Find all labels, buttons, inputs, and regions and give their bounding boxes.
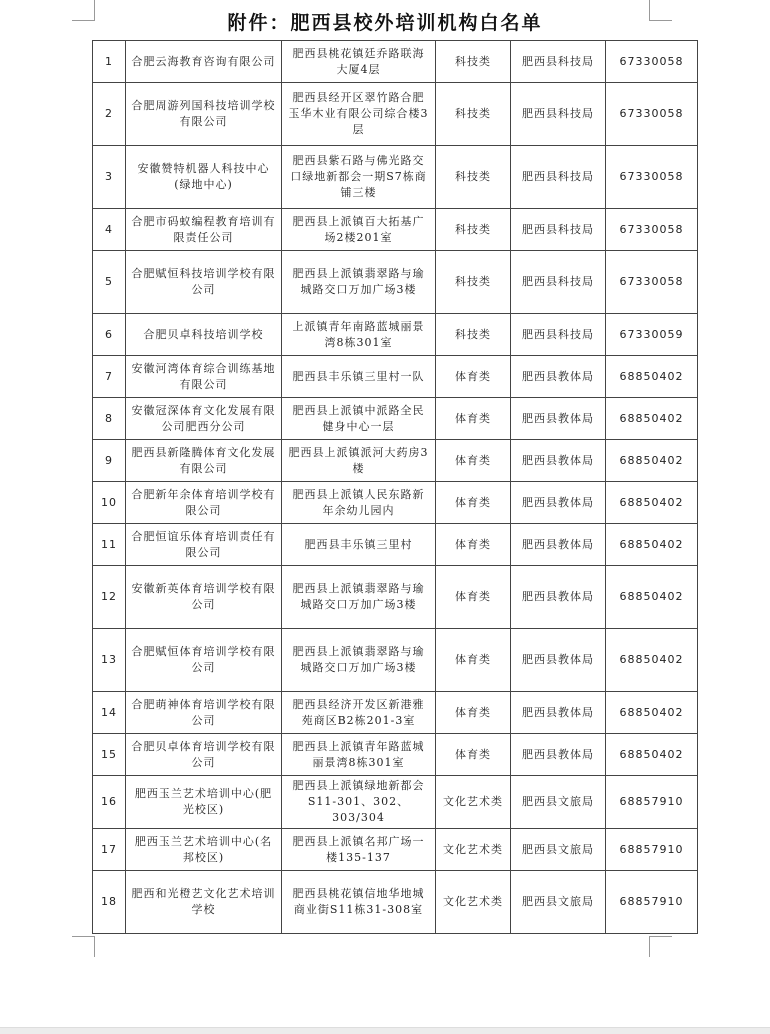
institution-address: 肥西县上派镇人民东路新年余幼儿园内 [282, 482, 436, 524]
supervising-authority: 肥西县科技局 [511, 146, 606, 209]
row-number: 14 [93, 692, 126, 734]
institution-address: 肥西县丰乐镇三里村一队 [282, 356, 436, 398]
contact-phone: 68857910 [606, 829, 698, 871]
institution-address: 肥西县上派镇翡翠路与瑜城路交口万加广场3楼 [282, 566, 436, 629]
institution-address: 肥西县丰乐镇三里村 [282, 524, 436, 566]
institution-name: 合肥云海教育咨询有限公司 [126, 41, 282, 83]
table-row [93, 209, 698, 251]
table-row [93, 251, 698, 314]
category: 科技类 [436, 314, 511, 356]
institution-name: 合肥周游列国科技培训学校有限公司 [126, 83, 282, 146]
category: 体育类 [436, 629, 511, 692]
institution-name: 肥西玉兰艺术培训中心(名邦校区) [126, 829, 282, 871]
row-number: 2 [93, 83, 126, 146]
table-row [93, 146, 698, 209]
institution-address: 肥西县上派镇翡翠路与瑜城路交口万加广场3楼 [282, 251, 436, 314]
contact-phone: 68850402 [606, 566, 698, 629]
table-row [93, 566, 698, 629]
contact-phone: 67330058 [606, 83, 698, 146]
institution-name: 合肥赋恒体育培训学校有限公司 [126, 629, 282, 692]
table-row [93, 41, 698, 83]
supervising-authority: 肥西县教体局 [511, 566, 606, 629]
supervising-authority: 肥西县教体局 [511, 524, 606, 566]
contact-phone: 68850402 [606, 692, 698, 734]
row-number: 6 [93, 314, 126, 356]
institution-address: 肥西县紫石路与佛光路交口绿地新都会一期S7栋商铺三楼 [282, 146, 436, 209]
contact-phone: 67330059 [606, 314, 698, 356]
supervising-authority: 肥西县文旅局 [511, 776, 606, 829]
institution-name: 安徽冠深体育文化发展有限公司肥西分公司 [126, 398, 282, 440]
institution-name: 合肥恒谊乐体育培训责任有限公司 [126, 524, 282, 566]
contact-phone: 67330058 [606, 146, 698, 209]
row-number: 4 [93, 209, 126, 251]
category: 科技类 [436, 209, 511, 251]
row-number: 1 [93, 41, 126, 83]
table-row [93, 398, 698, 440]
row-number: 16 [93, 776, 126, 829]
contact-phone: 68850402 [606, 440, 698, 482]
contact-phone: 67330058 [606, 251, 698, 314]
supervising-authority: 肥西县教体局 [511, 692, 606, 734]
supervising-authority: 肥西县教体局 [511, 440, 606, 482]
table-row [93, 524, 698, 566]
category: 科技类 [436, 83, 511, 146]
whitelist-table [92, 40, 698, 934]
contact-phone: 68857910 [606, 776, 698, 829]
institution-name: 肥西县新隆腾体育文化发展有限公司 [126, 440, 282, 482]
institution-name: 合肥市码蚁编程教育培训有限责任公司 [126, 209, 282, 251]
row-number: 12 [93, 566, 126, 629]
institution-address: 肥西县经开区翠竹路合肥玉华木业有限公司综合楼3层 [282, 83, 436, 146]
contact-phone: 67330058 [606, 41, 698, 83]
category: 科技类 [436, 146, 511, 209]
row-number: 13 [93, 629, 126, 692]
contact-phone: 68850402 [606, 629, 698, 692]
contact-phone: 68857910 [606, 871, 698, 934]
category: 文化艺术类 [436, 776, 511, 829]
supervising-authority: 肥西县科技局 [511, 209, 606, 251]
supervising-authority: 肥西县科技局 [511, 83, 606, 146]
category: 体育类 [436, 398, 511, 440]
row-number: 17 [93, 829, 126, 871]
institution-address: 肥西县桃花镇信地华地城商业街S11栋31-308室 [282, 871, 436, 934]
table-row [93, 734, 698, 776]
institution-name: 合肥赋恒科技培训学校有限公司 [126, 251, 282, 314]
table-row [93, 829, 698, 871]
category: 体育类 [436, 440, 511, 482]
institution-address: 肥西县上派镇百大拓基广场2楼201室 [282, 209, 436, 251]
supervising-authority: 肥西县教体局 [511, 398, 606, 440]
category: 体育类 [436, 692, 511, 734]
institution-address: 肥西县上派镇绿地新都会S11-301、302、303/304 [282, 776, 436, 829]
horizontal-scrollbar[interactable] [0, 1027, 770, 1034]
supervising-authority: 肥西县教体局 [511, 734, 606, 776]
category: 体育类 [436, 356, 511, 398]
category: 文化艺术类 [436, 829, 511, 871]
supervising-authority: 肥西县教体局 [511, 482, 606, 524]
table-row [93, 692, 698, 734]
table-row [93, 356, 698, 398]
page-corner-mark-bottom-right [649, 936, 672, 957]
institution-name: 合肥贝卓体育培训学校有限公司 [126, 734, 282, 776]
institution-name: 安徽赞特机器人科技中心(绿地中心) [126, 146, 282, 209]
category: 体育类 [436, 524, 511, 566]
institution-name: 合肥新年余体育培训学校有限公司 [126, 482, 282, 524]
category: 体育类 [436, 566, 511, 629]
row-number: 11 [93, 524, 126, 566]
row-number: 5 [93, 251, 126, 314]
institution-address: 肥西县上派镇青年路蓝城丽景湾8栋301室 [282, 734, 436, 776]
contact-phone: 68850402 [606, 524, 698, 566]
supervising-authority: 肥西县科技局 [511, 41, 606, 83]
row-number: 15 [93, 734, 126, 776]
contact-phone: 68850402 [606, 482, 698, 524]
institution-name: 合肥贝卓科技培训学校 [126, 314, 282, 356]
contact-phone: 68850402 [606, 734, 698, 776]
supervising-authority: 肥西县教体局 [511, 629, 606, 692]
table-row [93, 776, 698, 829]
table-row [93, 629, 698, 692]
row-number: 18 [93, 871, 126, 934]
institution-name: 安徽新英体育培训学校有限公司 [126, 566, 282, 629]
institution-name: 合肥萌神体育培训学校有限公司 [126, 692, 282, 734]
supervising-authority: 肥西县科技局 [511, 251, 606, 314]
institution-name: 安徽河湾体育综合训练基地有限公司 [126, 356, 282, 398]
contact-phone: 68850402 [606, 398, 698, 440]
table-row [93, 314, 698, 356]
row-number: 9 [93, 440, 126, 482]
row-number: 7 [93, 356, 126, 398]
institution-address: 肥西县上派镇翡翠路与瑜城路交口万加广场3楼 [282, 629, 436, 692]
institution-name: 肥西和光橙艺文化艺术培训学校 [126, 871, 282, 934]
institution-address: 肥西县经济开发区新港雅苑商区B2栋201-3室 [282, 692, 436, 734]
institution-address: 肥西县桃花镇廷乔路联海大厦4层 [282, 41, 436, 83]
category: 文化艺术类 [436, 871, 511, 934]
supervising-authority: 肥西县文旅局 [511, 871, 606, 934]
institution-name: 肥西玉兰艺术培训中心(肥光校区) [126, 776, 282, 829]
table-row [93, 440, 698, 482]
institution-address: 肥西县上派镇派河大药房3楼 [282, 440, 436, 482]
row-number: 10 [93, 482, 126, 524]
supervising-authority: 肥西县科技局 [511, 314, 606, 356]
contact-phone: 67330058 [606, 209, 698, 251]
page-title: 附件：肥西县校外培训机构白名单 [227, 12, 543, 34]
institution-address: 肥西县上派镇中派路全民健身中心一层 [282, 398, 436, 440]
table-row [93, 871, 698, 934]
supervising-authority: 肥西县文旅局 [511, 829, 606, 871]
row-number: 3 [93, 146, 126, 209]
row-number: 8 [93, 398, 126, 440]
institution-address: 上派镇青年南路蓝城丽景湾8栋301室 [282, 314, 436, 356]
table-row [93, 482, 698, 524]
institution-address: 肥西县上派镇名邦广场一楼135-137 [282, 829, 436, 871]
contact-phone: 68850402 [606, 356, 698, 398]
category: 科技类 [436, 41, 511, 83]
category: 体育类 [436, 734, 511, 776]
supervising-authority: 肥西县教体局 [511, 356, 606, 398]
page-corner-mark-bottom-left [72, 936, 95, 957]
category: 体育类 [436, 482, 511, 524]
category: 科技类 [436, 251, 511, 314]
table-row [93, 83, 698, 146]
